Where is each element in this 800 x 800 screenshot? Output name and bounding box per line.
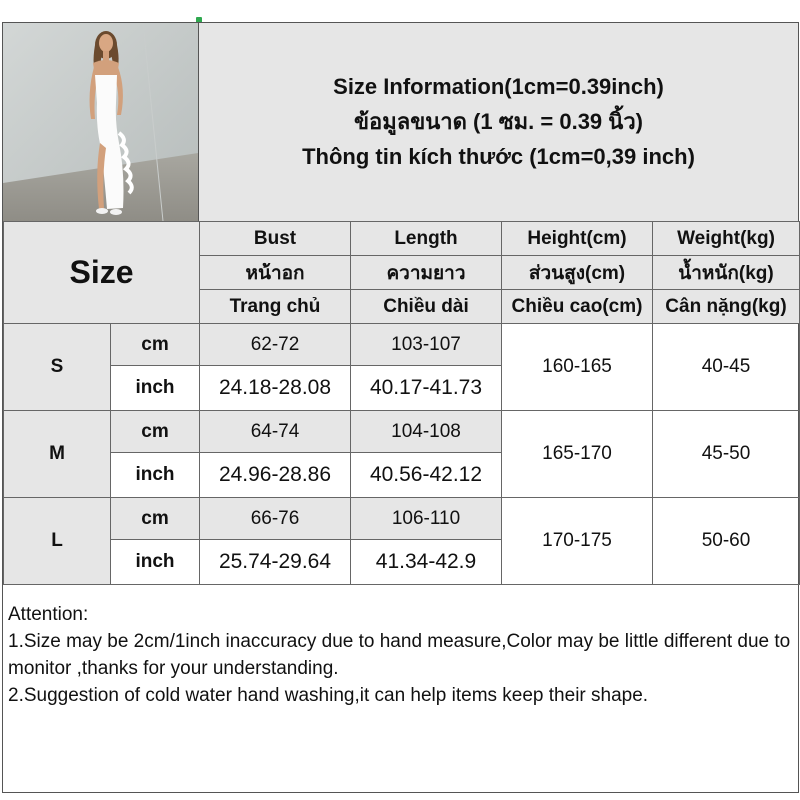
unit-label: inch bbox=[111, 453, 200, 498]
bust-inch-value: 24.18-28.08 bbox=[200, 366, 351, 411]
height-header-vietnamese: Chiều cao(cm) bbox=[502, 290, 653, 324]
length-cm-value: 106-110 bbox=[351, 498, 502, 540]
length-header: Length bbox=[351, 222, 502, 256]
length-inch-value: 41.34-42.9 bbox=[351, 540, 502, 585]
model-in-dress-image bbox=[3, 23, 198, 221]
attention-heading: Attention: bbox=[8, 604, 89, 625]
unit-label: inch bbox=[111, 366, 200, 411]
size-table bbox=[3, 221, 800, 585]
size-chart bbox=[2, 22, 799, 793]
length-cm-value: 104-108 bbox=[351, 411, 502, 453]
height-header-thai: ส่วนสูง(cm) bbox=[502, 256, 653, 290]
unit-label: cm bbox=[111, 498, 200, 540]
height-value: 170-175 bbox=[502, 498, 653, 585]
weight-header-vietnamese: Cân nặng(kg) bbox=[653, 290, 800, 324]
weight-header: Weight(kg) bbox=[653, 222, 800, 256]
length-inch-value: 40.17-41.73 bbox=[351, 366, 502, 411]
height-value: 165-170 bbox=[502, 411, 653, 498]
bust-header-vietnamese: Trang chủ bbox=[200, 290, 351, 324]
length-header-vietnamese: Chiều dài bbox=[351, 290, 502, 324]
bust-header: Bust bbox=[200, 222, 351, 256]
attention-note: 1.Size may be 2cm/1inch inaccuracy due to hand measure,Color may be little different due to monitor ,thanks for your understanding. bbox=[8, 631, 791, 679]
bust-header-thai: หน้าอก bbox=[200, 256, 351, 290]
weight-value: 40-45 bbox=[653, 324, 800, 411]
bust-inch-value: 24.96-28.86 bbox=[200, 453, 351, 498]
title-vietnamese: Thông tin kích thước (1cm=0,39 inch) bbox=[302, 144, 695, 169]
size-label: L bbox=[4, 498, 111, 585]
table-row bbox=[4, 498, 800, 540]
height-value: 160-165 bbox=[502, 324, 653, 411]
unit-label: cm bbox=[111, 411, 200, 453]
bust-cm-value: 62-72 bbox=[200, 324, 351, 366]
title-english: Size Information(1cm=0.39inch) bbox=[333, 74, 664, 99]
bust-cm-value: 66-76 bbox=[200, 498, 351, 540]
unit-label: cm bbox=[111, 324, 200, 366]
size-information-title bbox=[199, 23, 798, 221]
table-row bbox=[4, 324, 800, 366]
product-photo bbox=[3, 23, 199, 221]
bust-cm-value: 64-74 bbox=[200, 411, 351, 453]
weight-value: 45-50 bbox=[653, 411, 800, 498]
attention-notes bbox=[3, 598, 798, 712]
weight-value: 50-60 bbox=[653, 498, 800, 585]
size-column-header: Size bbox=[4, 222, 200, 324]
weight-header-thai: น้ำหนัก(kg) bbox=[653, 256, 800, 290]
bust-inch-value: 25.74-29.64 bbox=[200, 540, 351, 585]
size-label: M bbox=[4, 411, 111, 498]
size-label: S bbox=[4, 324, 111, 411]
length-inch-value: 40.56-42.12 bbox=[351, 453, 502, 498]
table-row bbox=[4, 411, 800, 453]
title-thai: ข้อมูลขนาด (1 ซม. = 0.39 นิ้ว) bbox=[353, 109, 643, 134]
unit-label: inch bbox=[111, 540, 200, 585]
height-header: Height(cm) bbox=[502, 222, 653, 256]
attention-note: 2.Suggestion of cold water hand washing,it can help items keep their shape. bbox=[8, 685, 649, 706]
length-cm-value: 103-107 bbox=[351, 324, 502, 366]
length-header-thai: ความยาว bbox=[351, 256, 502, 290]
